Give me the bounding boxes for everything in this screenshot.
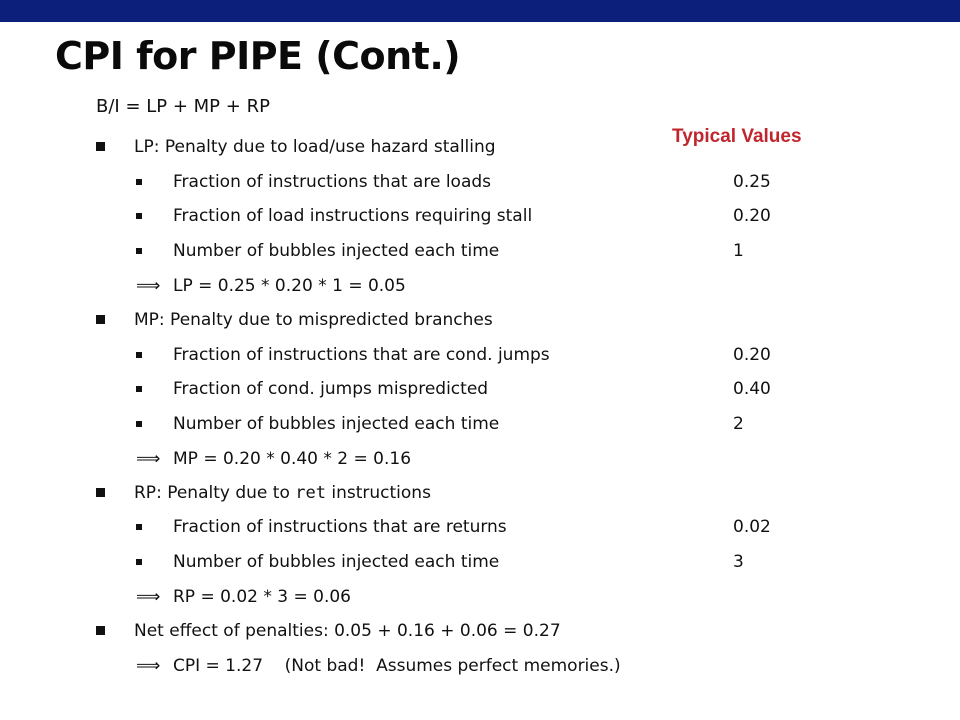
rp-heading-suffix: instructions — [331, 483, 431, 503]
square-bullet-icon — [96, 142, 105, 151]
item-text: Number of bubbles injected each time — [173, 241, 500, 261]
square-bullet-icon — [136, 386, 142, 392]
result-text: CPI = 1.27 (Not bad! Assumes perfect memories.) — [173, 656, 621, 676]
mp-heading-text: MP: Penalty due to mispredicted branches — [134, 310, 493, 330]
square-bullet-icon — [96, 488, 105, 497]
net-heading-text: Net effect of penalties: 0.05 + 0.16 + 0.06 = 0.27 — [134, 621, 561, 641]
mp-value-bubbles: 2 — [733, 414, 744, 434]
lp-value-stall: 0.20 — [733, 206, 771, 226]
top-accent-bar — [0, 0, 960, 22]
item-text: Fraction of cond. jumps mispredicted — [173, 379, 489, 399]
rp-value-returns: 0.02 — [733, 517, 771, 537]
square-bullet-icon — [136, 179, 142, 185]
result-text: LP = 0.25 * 0.20 * 1 = 0.05 — [173, 276, 406, 296]
implies-arrow-icon: ⟹ — [136, 449, 161, 469]
lp-heading-text: LP: Penalty due to load/use hazard stalling — [134, 137, 496, 157]
ret-code: ret — [295, 483, 326, 503]
result-text: MP = 0.20 * 0.40 * 2 = 0.16 — [173, 449, 412, 469]
item-text: Fraction of instructions that are cond. jumps — [173, 345, 550, 365]
item-text: Fraction of instructions that are loads — [173, 172, 492, 192]
item-text: Fraction of load instructions requiring stall — [173, 206, 533, 226]
implies-arrow-icon: ⟹ — [136, 276, 161, 296]
square-bullet-icon — [136, 352, 142, 358]
square-bullet-icon — [136, 248, 142, 254]
rp-heading-prefix: RP: Penalty due to — [134, 483, 290, 503]
item-text: Number of bubbles injected each time — [173, 414, 500, 434]
item-text: Fraction of instructions that are returns — [173, 517, 507, 537]
implies-arrow-icon: ⟹ — [136, 587, 161, 607]
square-bullet-icon — [96, 626, 105, 635]
typical-values-header: Typical Values — [672, 126, 802, 147]
lp-value-bubbles: 1 — [733, 241, 744, 261]
rp-value-bubbles: 3 — [733, 552, 744, 572]
slide-title: CPI for PIPE (Cont.) — [55, 34, 461, 78]
result-text: RP = 0.02 * 3 = 0.06 — [173, 587, 351, 607]
rp-heading-text — [134, 482, 431, 504]
formula-line: B/I = LP + MP + RP — [96, 96, 270, 117]
implies-arrow-icon: ⟹ — [136, 656, 161, 676]
item-text: Number of bubbles injected each time — [173, 552, 500, 572]
mp-value-jumps: 0.20 — [733, 345, 771, 365]
square-bullet-icon — [136, 421, 142, 427]
mp-value-mispredicted: 0.40 — [733, 379, 771, 399]
lp-value-loads: 0.25 — [733, 172, 771, 192]
square-bullet-icon — [136, 559, 142, 565]
square-bullet-icon — [96, 315, 105, 324]
square-bullet-icon — [136, 524, 142, 530]
square-bullet-icon — [136, 213, 142, 219]
